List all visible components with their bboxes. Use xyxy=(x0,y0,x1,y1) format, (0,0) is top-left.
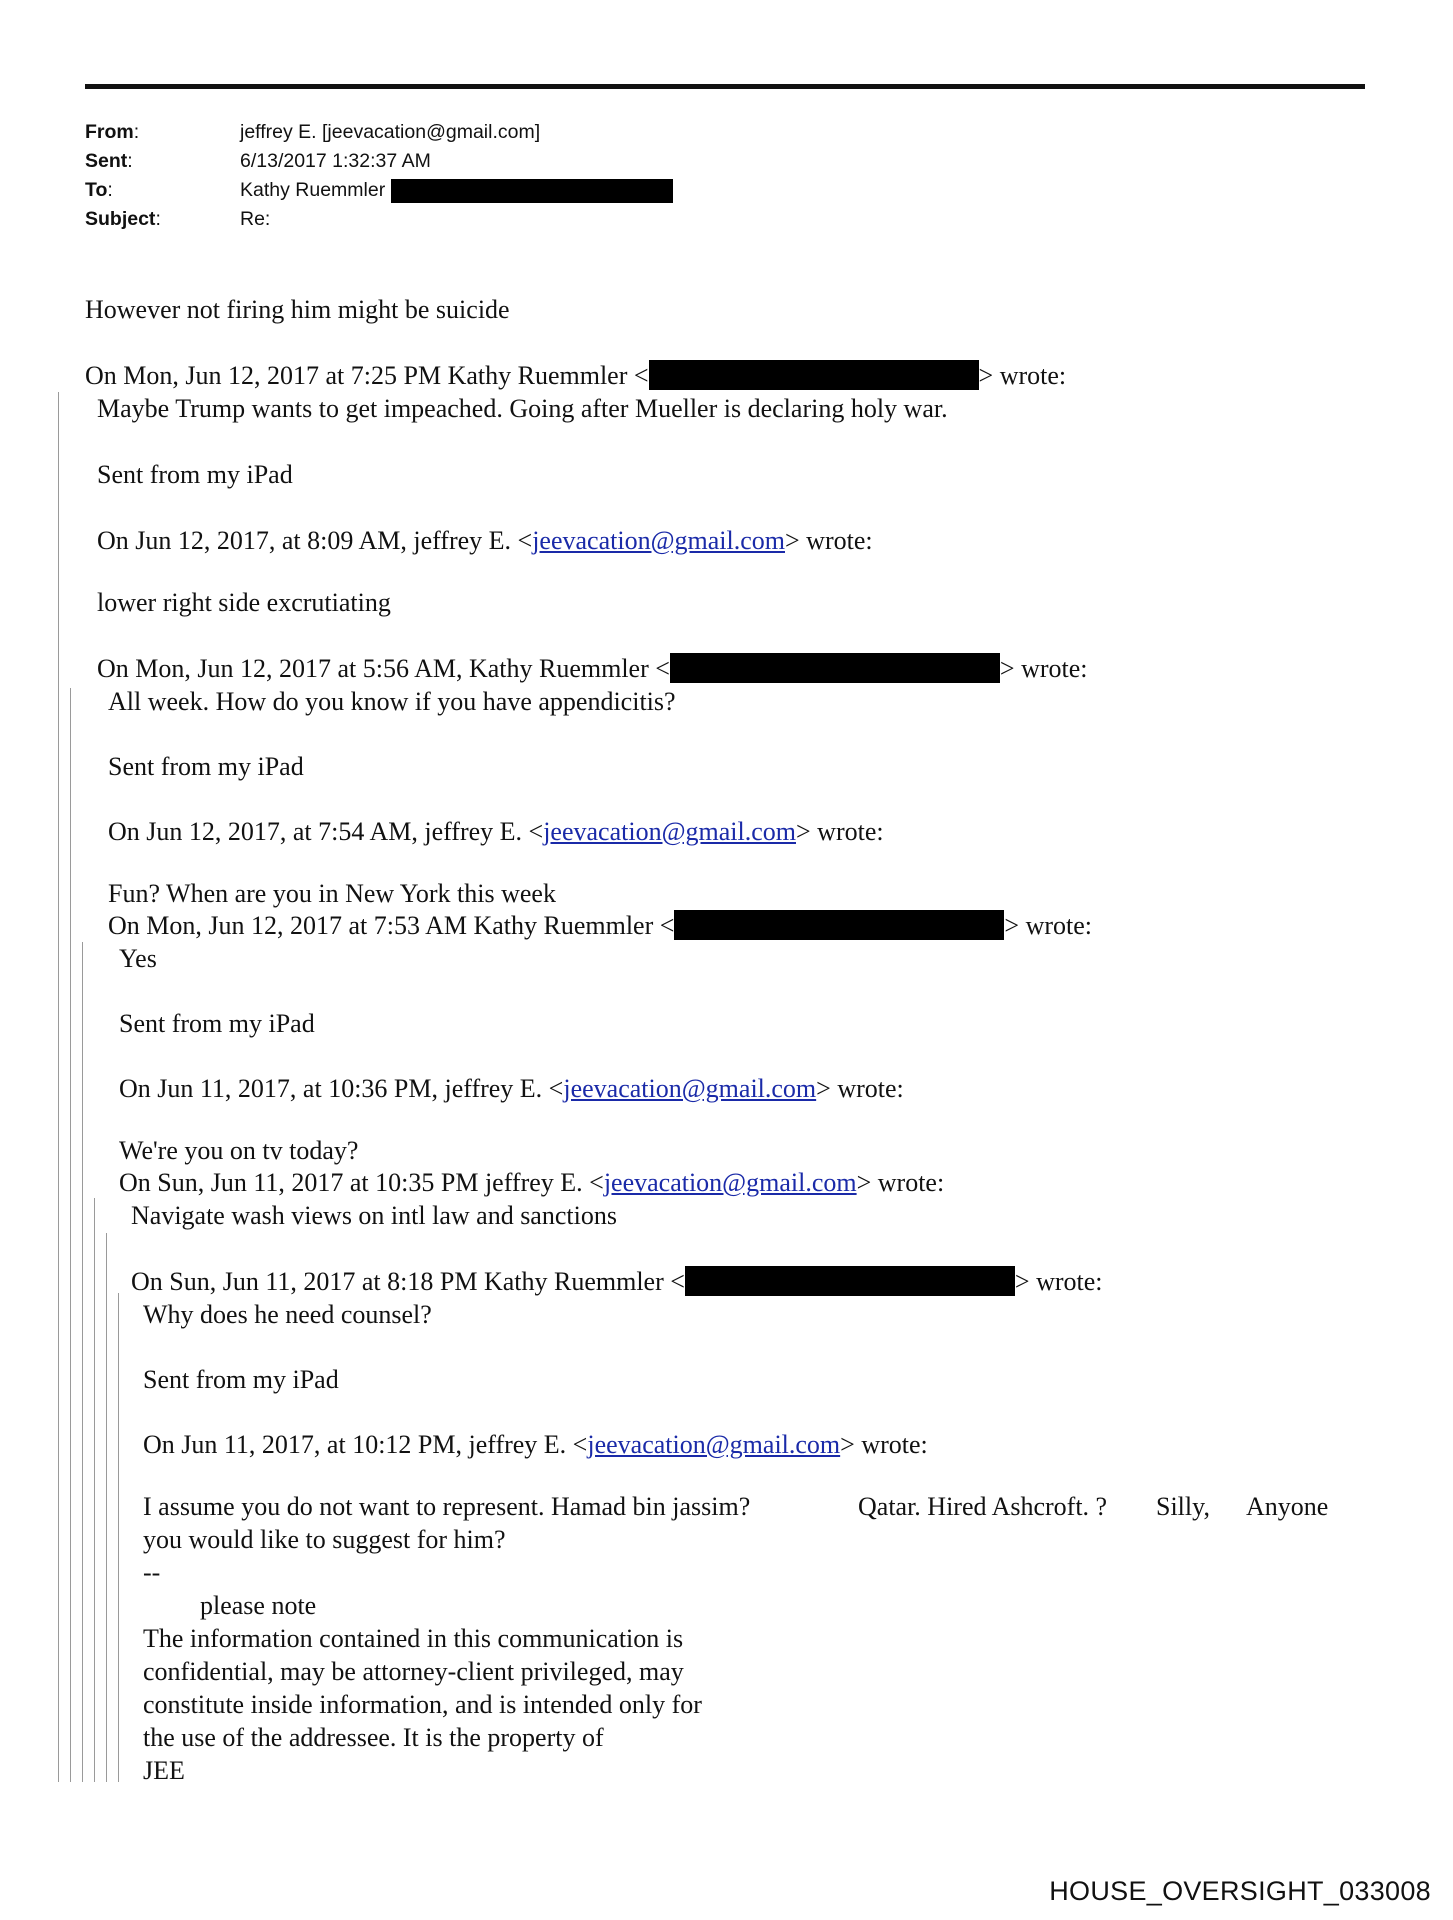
subject-label: Subject: xyxy=(85,208,161,230)
redaction-bar xyxy=(670,653,1000,683)
message-text: Silly, xyxy=(1156,1492,1210,1521)
signature-line: Sent from my iPad xyxy=(143,1365,339,1394)
message-text: you would like to suggest for him? xyxy=(143,1525,506,1554)
message-text: I assume you do not want to represent. Hamad bin jassim? xyxy=(143,1492,751,1521)
quote-bar xyxy=(70,688,71,1782)
disclaimer-line: constitute inside information, and is intended only for xyxy=(143,1690,702,1719)
quote-bar xyxy=(82,942,83,1782)
to-name: Kathy Ruemmler xyxy=(240,179,386,201)
quote-bar xyxy=(94,1198,95,1782)
attribution-line: On Mon, Jun 12, 2017 at 7:25 PM Kathy Ruemmler < > wrote: xyxy=(85,361,1067,390)
quote-bar xyxy=(58,392,59,1782)
signature-separator: -- xyxy=(143,1558,161,1587)
attribution-line: On Jun 12, 2017, at 8:09 AM, jeffrey E. <jeevacation@gmail.com> wrote: xyxy=(97,526,873,555)
attribution-line: On Sun, Jun 11, 2017 at 10:35 PM jeffrey E. <jeevacation@gmail.com> wrote: xyxy=(119,1168,945,1197)
signature-line: Sent from my iPad xyxy=(97,460,293,489)
redaction-bar xyxy=(674,910,1004,940)
signature-line: Sent from my iPad xyxy=(108,752,304,781)
document-id: HOUSE_OVERSIGHT_033008 xyxy=(1049,1876,1431,1906)
attribution-line: On Mon, Jun 12, 2017 at 7:53 AM Kathy Ruemmler < > wrote: xyxy=(108,911,1093,940)
attribution-line: On Sun, Jun 11, 2017 at 8:18 PM Kathy Ruemmler < > wrote: xyxy=(131,1267,1103,1296)
opening-line: However not firing him might be suicide xyxy=(85,295,510,324)
message-text: Fun? When are you in New York this week xyxy=(108,879,556,908)
message-text: Yes xyxy=(119,944,157,973)
from-value: jeffrey E. [jeevacation@gmail.com] xyxy=(240,121,541,143)
message-text: Why does he need counsel? xyxy=(143,1300,432,1329)
message-text: Navigate wash views on intl law and sanctions xyxy=(131,1201,617,1230)
note-title: please note xyxy=(200,1591,317,1620)
message-text: Anyone xyxy=(1246,1492,1329,1521)
redaction-bar xyxy=(391,179,673,203)
disclaimer-line: confidential, may be attorney-client privileged, may xyxy=(143,1657,684,1686)
to-label: To: xyxy=(85,179,113,201)
attribution-line: On Jun 11, 2017, at 10:36 PM, jeffrey E. <jeevacation@gmail.com> wrote: xyxy=(119,1074,904,1103)
message-text: Qatar. Hired Ashcroft. ? xyxy=(858,1492,1108,1521)
signature-line: Sent from my iPad xyxy=(119,1009,315,1038)
sent-value: 6/13/2017 1:32:37 AM xyxy=(240,150,431,172)
email-link[interactable]: jeevacation@gmail.com xyxy=(532,526,785,555)
sent-label: Sent: xyxy=(85,150,133,172)
subject-value: Re: xyxy=(240,208,271,230)
redaction-bar xyxy=(685,1266,1015,1296)
attribution-line: On Jun 12, 2017, at 7:54 AM, jeffrey E. <jeevacation@gmail.com> wrote: xyxy=(108,817,884,846)
from-label: From: xyxy=(85,121,140,143)
disclaimer-line: JEE xyxy=(143,1756,185,1785)
to-value xyxy=(240,176,673,205)
disclaimer-line: The information contained in this communication is xyxy=(143,1624,684,1653)
quote-bar xyxy=(106,1233,107,1782)
header-rule xyxy=(85,84,1365,89)
message-text: We're you on tv today? xyxy=(119,1136,359,1165)
email-link[interactable]: jeevacation@gmail.com xyxy=(603,1168,857,1197)
email-link[interactable]: jeevacation@gmail.com xyxy=(543,817,796,846)
attribution-line: On Jun 11, 2017, at 10:12 PM, jeffrey E. <jeevacation@gmail.com> wrote: xyxy=(143,1430,928,1459)
message-text: Maybe Trump wants to get impeached. Going after Mueller is declaring holy war. xyxy=(97,394,948,423)
message-text: lower right side excrutiating xyxy=(97,588,391,617)
disclaimer-line: the use of the addressee. It is the property of xyxy=(143,1723,604,1752)
attribution-line: On Mon, Jun 12, 2017 at 5:56 AM, Kathy Ruemmler < > wrote: xyxy=(97,654,1088,683)
email-link[interactable]: jeevacation@gmail.com xyxy=(563,1074,817,1103)
message-text: All week. How do you know if you have appendicitis? xyxy=(108,687,676,716)
quote-bar xyxy=(118,1293,119,1782)
redaction-bar xyxy=(649,360,979,390)
email-link[interactable]: jeevacation@gmail.com xyxy=(587,1430,841,1459)
